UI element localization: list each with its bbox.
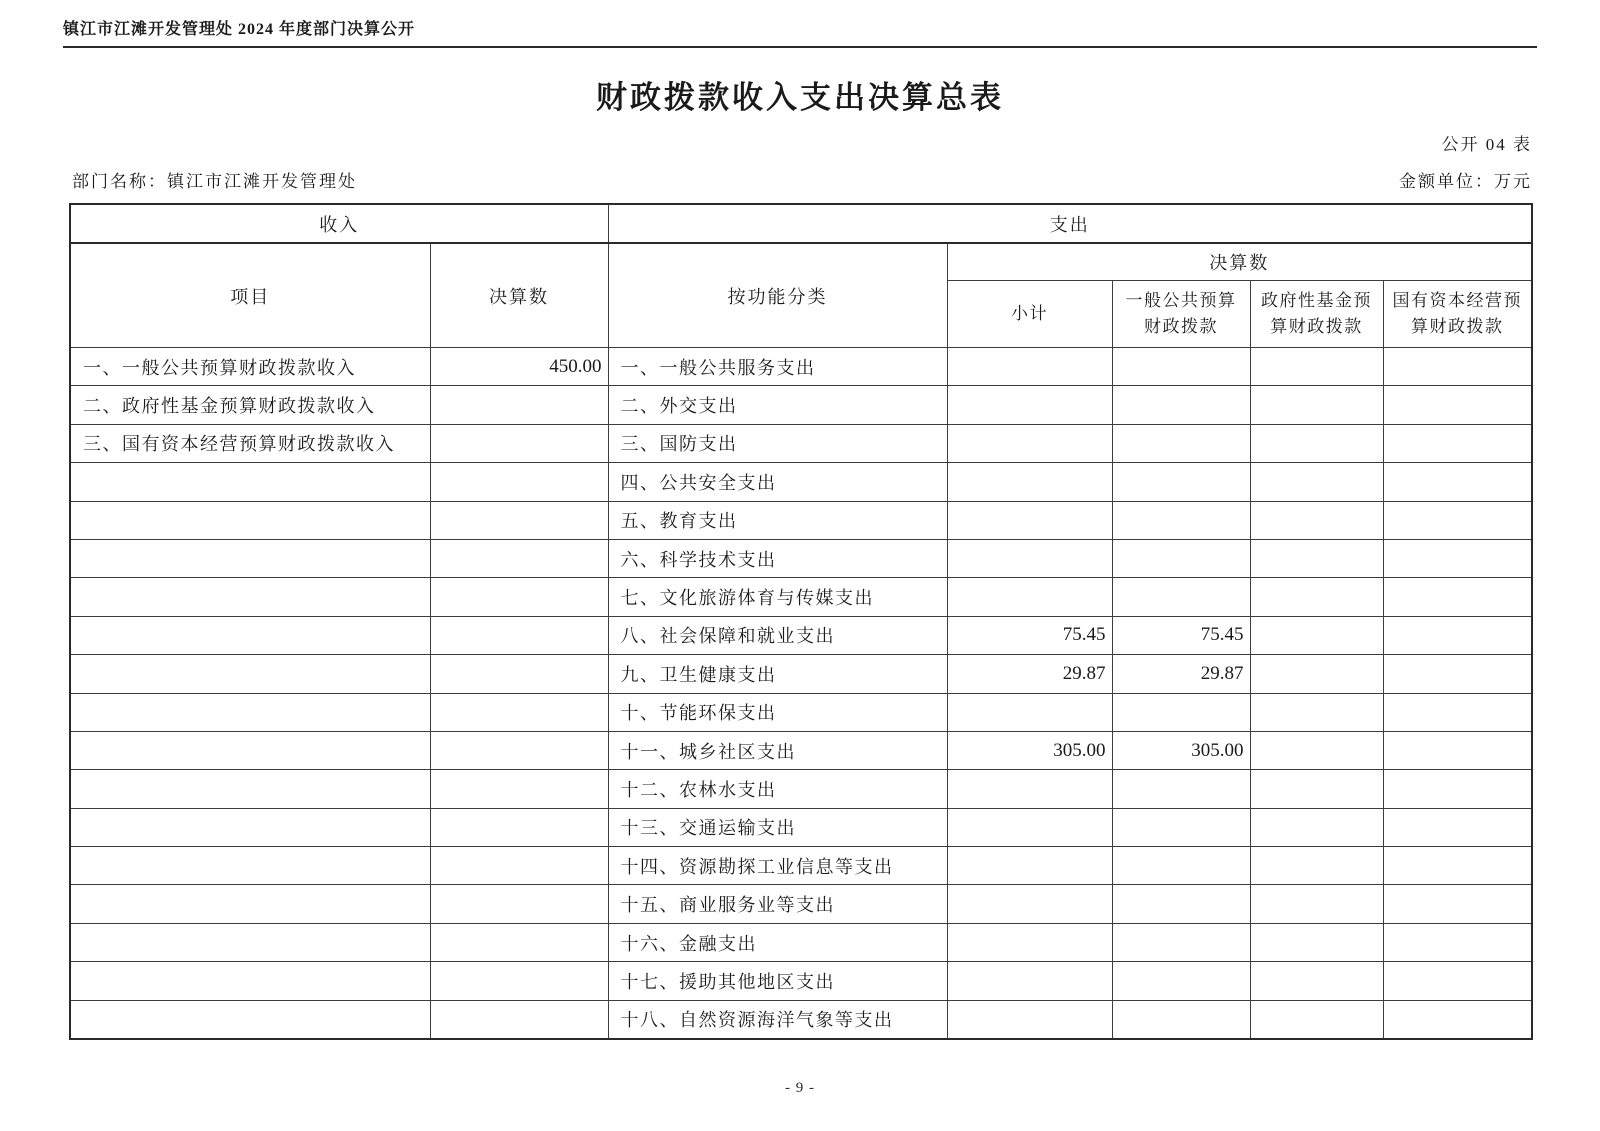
subtotal-cell [947,962,1112,1000]
gov-fund-cell [1250,847,1383,885]
section-header-row [70,204,1532,243]
subtotal-cell: 29.87 [947,655,1112,693]
state-capital-cell [1383,770,1532,808]
income-value-cell [430,501,608,539]
general-budget-cell [1112,962,1250,1000]
gov-fund-cell [1250,693,1383,731]
subtotal-cell [947,885,1112,923]
col-header-expense-final: 决算数 [947,243,1532,281]
income-item-cell [70,731,430,769]
expense-item-cell: 四、公共安全支出 [608,463,947,501]
income-value-cell [430,616,608,654]
income-item-cell [70,655,430,693]
subtotal-cell [947,501,1112,539]
subtotal-cell [947,770,1112,808]
table-row [70,616,1532,654]
general-budget-cell [1112,923,1250,961]
income-item-cell [70,578,430,616]
table-row [70,923,1532,961]
income-value-cell [430,578,608,616]
subtotal-cell [947,386,1112,424]
col-header-income-final: 决算数 [430,243,608,348]
state-capital-cell [1383,386,1532,424]
general-budget-cell [1112,578,1250,616]
income-value-cell [430,731,608,769]
income-item-cell [70,539,430,577]
page-title: 财政拨款收入支出决算总表 [596,80,1004,115]
meta-row [72,167,1532,192]
table-row [70,578,1532,616]
income-value-cell [430,424,608,462]
gov-fund-cell [1250,463,1383,501]
income-item-cell [70,885,430,923]
state-capital-cell [1383,616,1532,654]
general-budget-cell: 75.45 [1112,616,1250,654]
page-number: - 9 - [785,1080,815,1096]
table-row [70,770,1532,808]
col-header-item: 项目 [70,243,430,348]
table-row [70,962,1532,1000]
general-budget-cell: 29.87 [1112,655,1250,693]
income-value-cell [430,808,608,846]
gov-fund-cell [1250,808,1383,846]
expense-item-cell: 六、科学技术支出 [608,539,947,577]
table-row [70,501,1532,539]
gov-fund-cell [1250,770,1383,808]
gov-fund-cell [1250,962,1383,1000]
subtotal-cell [947,923,1112,961]
col-header-gov-fund-budget: 政府性基金预算财政拨款 [1250,281,1383,348]
subtotal-cell: 75.45 [947,616,1112,654]
income-value-cell [430,770,608,808]
expense-item-cell: 五、教育支出 [608,501,947,539]
general-budget-cell [1112,808,1250,846]
department-name-label: 部门名称：镇江市江滩开发管理处 [72,172,357,191]
income-value-cell [430,1000,608,1039]
table-row [70,539,1532,577]
state-capital-cell [1383,962,1532,1000]
gov-fund-cell [1250,501,1383,539]
state-capital-cell [1383,655,1532,693]
table-row [70,693,1532,731]
gov-fund-cell [1250,885,1383,923]
table-row [70,1000,1532,1039]
table-row [70,424,1532,462]
income-value-cell [430,962,608,1000]
gov-fund-cell [1250,616,1383,654]
expense-section-header: 支出 [608,204,1532,243]
general-budget-cell [1112,847,1250,885]
state-capital-cell [1383,847,1532,885]
income-item-cell [70,847,430,885]
state-capital-cell [1383,885,1532,923]
subtotal-cell [947,463,1112,501]
subtotal-cell [947,693,1112,731]
col-header-state-capital-budget: 国有资本经营预算财政拨款 [1383,281,1532,348]
column-header-row-1 [70,243,1532,281]
expense-item-cell: 十二、农林水支出 [608,770,947,808]
state-capital-cell [1383,923,1532,961]
table-row [70,386,1532,424]
expense-item-cell: 十三、交通运输支出 [608,808,947,846]
gov-fund-cell [1250,539,1383,577]
doc-header-title: 镇江市江滩开发管理处 2024 年度部门决算公开 [63,21,416,38]
state-capital-cell [1383,463,1532,501]
subtotal-cell [947,424,1112,462]
income-item-cell [70,923,430,961]
expense-item-cell: 三、国防支出 [608,424,947,462]
col-header-general-public-budget: 一般公共预算财政拨款 [1112,281,1250,348]
income-value-cell [430,923,608,961]
income-item-cell [70,808,430,846]
subtotal-cell: 305.00 [947,731,1112,769]
expense-item-cell: 七、文化旅游体育与传媒支出 [608,578,947,616]
expense-item-cell: 一、一般公共服务支出 [608,348,947,386]
income-value-cell: 450.00 [430,348,608,386]
expense-item-cell: 十七、援助其他地区支出 [608,962,947,1000]
subtotal-cell [947,847,1112,885]
income-value-cell [430,463,608,501]
subtotal-cell [947,808,1112,846]
general-budget-cell [1112,770,1250,808]
table-row [70,847,1532,885]
income-value-cell [430,539,608,577]
table-row [70,463,1532,501]
income-value-cell [430,386,608,424]
income-item-cell: 二、政府性基金预算财政拨款收入 [70,386,430,424]
general-budget-cell [1112,424,1250,462]
expense-item-cell: 八、社会保障和就业支出 [608,616,947,654]
state-capital-cell [1383,1000,1532,1039]
subtotal-cell [947,348,1112,386]
income-item-cell [70,1000,430,1039]
gov-fund-cell [1250,424,1383,462]
expense-item-cell: 九、卫生健康支出 [608,655,947,693]
income-item-cell [70,501,430,539]
general-budget-cell [1112,1000,1250,1039]
general-budget-cell [1112,501,1250,539]
income-item-cell [70,962,430,1000]
doc-header [63,16,1537,48]
general-budget-cell [1112,348,1250,386]
general-budget-cell [1112,386,1250,424]
table-row [70,655,1532,693]
expense-item-cell: 十八、自然资源海洋气象等支出 [608,1000,947,1039]
table-row [70,348,1532,386]
expense-item-cell: 十五、商业服务业等支出 [608,885,947,923]
gov-fund-cell [1250,348,1383,386]
income-section-header: 收入 [70,204,608,243]
subtotal-cell [947,1000,1112,1039]
income-value-cell [430,885,608,923]
income-item-cell: 三、国有资本经营预算财政拨款收入 [70,424,430,462]
gov-fund-cell [1250,578,1383,616]
income-item-cell [70,693,430,731]
state-capital-cell [1383,539,1532,577]
gov-fund-cell [1250,386,1383,424]
state-capital-cell [1383,808,1532,846]
income-value-cell [430,693,608,731]
expense-item-cell: 二、外交支出 [608,386,947,424]
expense-item-cell: 十六、金融支出 [608,923,947,961]
expense-item-cell: 十一、城乡社区支出 [608,731,947,769]
state-capital-cell [1383,501,1532,539]
income-item-cell [70,463,430,501]
general-budget-cell [1112,693,1250,731]
table-code-label: 公开 04 表 [1441,135,1532,154]
state-capital-cell [1383,424,1532,462]
income-item-cell: 一、一般公共预算财政拨款收入 [70,348,430,386]
income-value-cell [430,655,608,693]
col-header-subtotal: 小计 [947,281,1112,348]
state-capital-cell [1383,578,1532,616]
table-row [70,885,1532,923]
income-value-cell [430,847,608,885]
general-budget-cell [1112,539,1250,577]
gov-fund-cell [1250,1000,1383,1039]
general-budget-cell [1112,463,1250,501]
table-row [70,731,1532,769]
state-capital-cell [1383,731,1532,769]
subtotal-cell [947,539,1112,577]
state-capital-cell [1383,693,1532,731]
income-item-cell [70,616,430,654]
income-item-cell [70,770,430,808]
general-budget-cell [1112,885,1250,923]
gov-fund-cell [1250,923,1383,961]
expense-item-cell: 十、节能环保支出 [608,693,947,731]
gov-fund-cell [1250,655,1383,693]
page-footer [0,1080,1600,1097]
state-capital-cell [1383,348,1532,386]
table-row [70,808,1532,846]
col-header-function-class: 按功能分类 [608,243,947,348]
expense-item-cell: 十四、资源勘探工业信息等支出 [608,847,947,885]
subtotal-cell [947,578,1112,616]
gov-fund-cell [1250,731,1383,769]
budget-table [69,203,1533,1040]
general-budget-cell: 305.00 [1112,731,1250,769]
amount-unit-label: 金额单位：万元 [1399,172,1532,191]
